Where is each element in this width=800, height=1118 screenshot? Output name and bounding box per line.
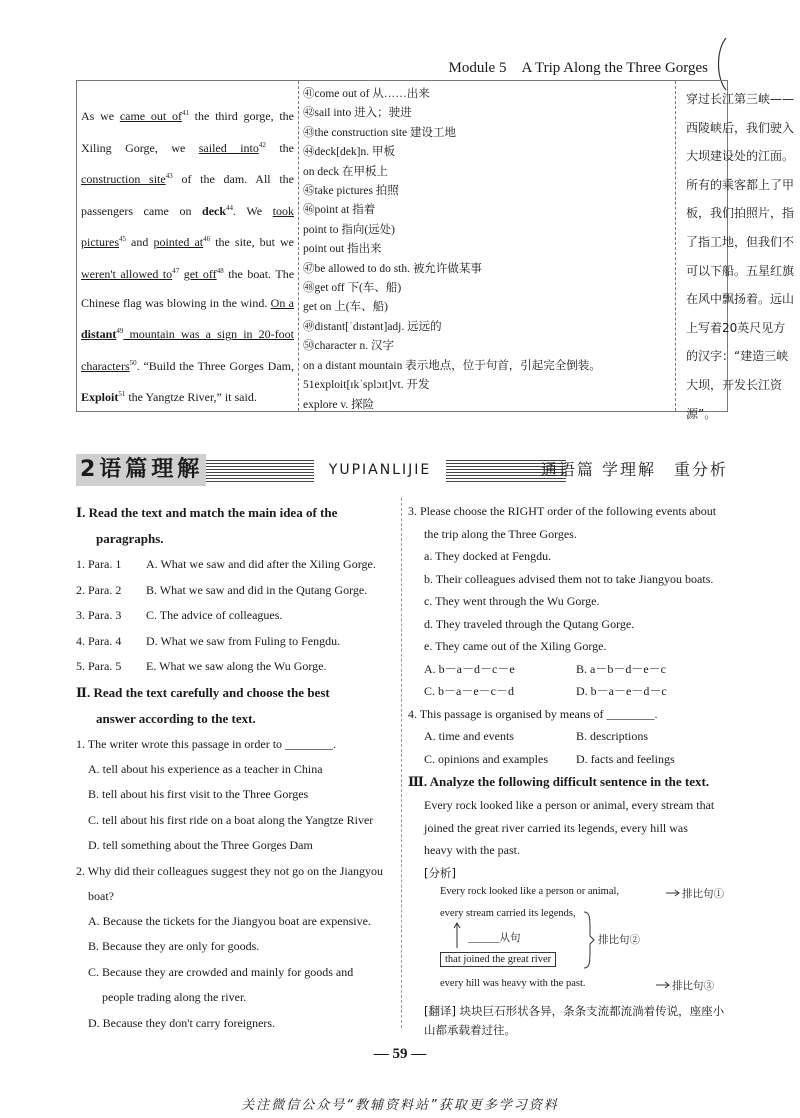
vocab-note: ㊼be allowed to do sth. 被允许做某事 [303,262,482,275]
diagram-line1: Every rock looked like a person or animal, [440,886,620,897]
diagram-label2: 排比句② [598,935,640,946]
match-idea: D. What we saw from Fuling to Fengdu. [146,633,341,648]
q4-option: B. descriptions [576,729,648,743]
match-paragraph: 5. Para. 5 [76,659,122,673]
section-banner [76,454,728,486]
q3-option: D. b－a－e－d－c [576,684,667,698]
passage-segment: As we [81,109,120,123]
passage-segment: the [265,140,294,155]
footer-note: 关注微信公众号“教辅资料站”获取更多学习资料 [241,1098,559,1113]
passage-segment: sailed into [198,140,259,155]
note-ref: 50 [129,358,137,367]
diagram-clause-label: ______从句 [468,933,521,944]
vocab-notes [299,81,675,411]
banner-title: 2语篇理解 [76,454,206,486]
diagram-line2: every stream carried its legends, [440,908,576,919]
note-ref: 45 [119,235,126,244]
vocab-note: ㊻point at 指着 [303,204,376,217]
note-ref: 43 [165,172,173,181]
passage-table [76,80,795,421]
note-ref: 46 [203,235,211,244]
passage-segment: . We [233,203,273,218]
match-item [76,654,396,680]
passage-segment: the Yangtze River,” it said. [125,390,257,405]
match-item [76,629,396,655]
match-idea: B. What we saw and did in the Qutang Gorge. [146,582,368,597]
vocab-note: ㊺take pictures 拍照 [303,185,399,198]
q2-option: A. Because the tickets for the Jiangyou boat are expensive. [88,913,371,928]
q3-event: e. They came out of the Xiling Gorge. [424,639,607,653]
q2-option: people trading along the river. [102,990,247,1004]
match-paragraph: 2. Para. 2 [76,582,122,597]
q1-option: C. tell about his first ride on a boat along the Yangtze River [88,812,374,827]
passage-segment: pointed at [153,235,204,250]
vocab-note: ㊹deck[dek]n. 甲板 [303,146,395,159]
q3-event: d. They traveled through the Qutang Gorge. [424,616,635,631]
passage-segment: . “Build the Three Gorges Dam, [136,358,294,373]
question-2: 2. Why did their colleagues suggest they not go on the Jiangyou [76,863,384,878]
q2-options [76,909,396,1037]
page-number: — 59 — [373,1046,427,1062]
question-4: 4. This passage is organised by means of ________. [408,706,658,721]
section1-title: Ⅰ. Read the text and match the main idea of the paragraphs. [76,505,338,546]
question-3-cont: the trip along the Three Gorges. [424,526,577,541]
note-ref: 48 [216,266,224,275]
q3-events [408,545,728,658]
q3-option: A. b－a－d－c－e [424,661,515,676]
passage-segment: came out of [119,109,182,123]
passage-segment: deck [202,203,227,218]
vocab-note: point to 指向(远处) [303,223,395,236]
match-paragraph: 1. Para. 1 [76,557,122,571]
q1-option: B. tell about his first visit to the Three Gorges [88,787,309,801]
q3-event: a. They docked at Fengdu. [424,549,552,563]
vocab-note: explore v. 探险 [303,398,375,411]
passage-segment: construction site [81,172,166,187]
q4-option-row [408,725,728,748]
right-column [408,500,728,1040]
q1-option: A. tell about his experience as a teacher in China [88,761,323,776]
vocab-note: ㊸the construction site 建设工地 [303,126,456,139]
note-ref: 41 [181,109,189,117]
analysis-label: [分析] [424,865,456,880]
passage-segment: of the dam. All the passengers came on [81,172,294,218]
vocab-note: ㊿character n. 汉字 [303,340,395,353]
passage-segment: Exploit [81,390,119,405]
sentence-line: heavy with the past. [424,843,520,857]
q4-option: A. time and events [424,729,514,743]
match-item [76,603,396,629]
diagram-line3: every hill was heavy with the past. [440,978,586,989]
sentence-line: joined the great river carried its legends, every hill was [424,820,688,835]
match-idea: A. What we saw and did after the Xiling Gorge. [146,557,376,571]
vocab-note: ㊾distant[ˈdɪstənt]adj. 远远的 [303,320,442,333]
diagram-label1: 排比句① [682,889,724,900]
note-ref: 49 [116,327,124,336]
bracket-icon [582,910,596,970]
note-ref: 47 [172,266,180,275]
passage-segment: get off [183,266,217,281]
q1-option: D. tell something about the Three Gorges Dam [88,838,313,852]
arrow-right-icon [656,981,672,989]
passage-segment: mountain was a sign in 20-foot characters [81,327,294,373]
column-divider [401,498,402,1028]
section2-title: Ⅱ. Read the text carefully and choose the best answer according to the text. [76,684,330,726]
q3-options [408,658,728,703]
banner-slogan: 通语篇 学理解 重分析 [540,460,728,479]
diagram-clause-box: that joined the great river [440,952,556,967]
vocab-note: ㊽get off 下(车、船) [303,282,402,295]
q3-option: C. b－a－e－c－d [424,684,514,698]
passage-segment: On a [270,295,294,310]
section3-title: Ⅲ. Analyze the following difficult sentence in the text. [408,774,710,789]
difficult-sentence [408,794,728,862]
module-title: Module 5 A Trip Along the Three Gorges [448,60,708,76]
q3-option-row [408,680,728,703]
q2-option: B. Because they are only for goods. [88,939,260,953]
note-ref: 42 [258,140,266,149]
passage-segment: distant [81,327,117,342]
passage-segment: weren't allowed to [81,266,173,281]
q4-option-row [408,748,728,771]
q3-event: c. They went through the Wu Gorge. [424,594,600,608]
diagram-label3: 排比句③ [672,981,714,992]
vocab-note: 51exploit[ɪkˈsplɔɪt]vt. 开发 [303,379,430,392]
question-1: 1. The writer wrote this passage in order to ________. [76,736,337,751]
match-list [76,552,396,680]
q4-options [408,725,728,770]
match-idea: E. What we saw along the Wu Gorge. [146,659,327,673]
passage-segment: took pictures [81,203,294,250]
match-idea: C. The advice of colleagues. [146,608,283,622]
match-item [76,552,396,578]
sentence-line: Every rock looked like a person or animal, every stream that [424,798,715,812]
match-paragraph: 4. Para. 4 [76,633,122,648]
arrow-up-icon [452,922,462,948]
passage-segment: the site, but we [210,235,295,250]
passage-segment: and [126,235,154,250]
q4-option: C. opinions and examples [424,751,548,766]
q4-option: D. facts and feelings [576,751,675,766]
q2-option: D. Because they don't carry foreigners. [88,1015,276,1030]
passage-translation: 穿过长江第三峡——西陵峡后，我们驶入大坝建设处的江面。所有的乘客都上了甲板，我们拍照片，指了指工地，但我们不可以下船。五星红旗在风中飘扬着。远山上写着20英尺见方的汉字：“建造三峡大坝，开发长江资源”。 [675,81,800,411]
passage-text [77,81,299,411]
page-header [0,52,800,80]
match-paragraph: 3. Para. 3 [76,608,122,622]
left-column [76,500,396,1036]
banner-pinyin: YUPIANLIJIE [314,456,446,484]
passage-segment: the boat. The Chinese flag was blowing in the wind. [81,266,295,310]
vocab-note: ㊶come out of 从……出来 [303,88,430,100]
question-3: 3. Please choose the RIGHT order of the following events about [408,504,717,518]
vocab-note: on a distant mountain 表示地点，位于句首，引起完全倒装。 [303,359,601,372]
arrow-right-icon [666,889,682,897]
vocab-note: ㊷sail into 进入；驶进 [303,107,412,120]
question-2-cont: boat? [88,888,114,903]
match-item [76,578,396,604]
vocab-note: get on 上(车、船) [303,301,388,314]
q3-option: B. a－b－d－e－c [576,661,666,676]
passage-segment: the third gorge, the Xiling Gorge, we [81,109,294,155]
vocab-note: on deck 在甲板上 [303,165,388,178]
q3-event: b. Their colleagues advised them not to take Jiangyou boats. [424,571,714,586]
q2-option: C. Because they are crowded and mainly for goods and [88,964,354,979]
sentence-translation: [翻译] 块块巨石形状各异，条条支流都流淌着传说，座座小山都承载着过往。 [424,1004,725,1037]
vocab-note: point out 指出来 [303,243,382,256]
sentence-diagram [408,886,728,998]
note-ref: 44 [226,203,234,212]
q3-option-row [408,658,728,681]
q1-options [76,757,396,859]
note-ref: 51 [118,390,126,399]
